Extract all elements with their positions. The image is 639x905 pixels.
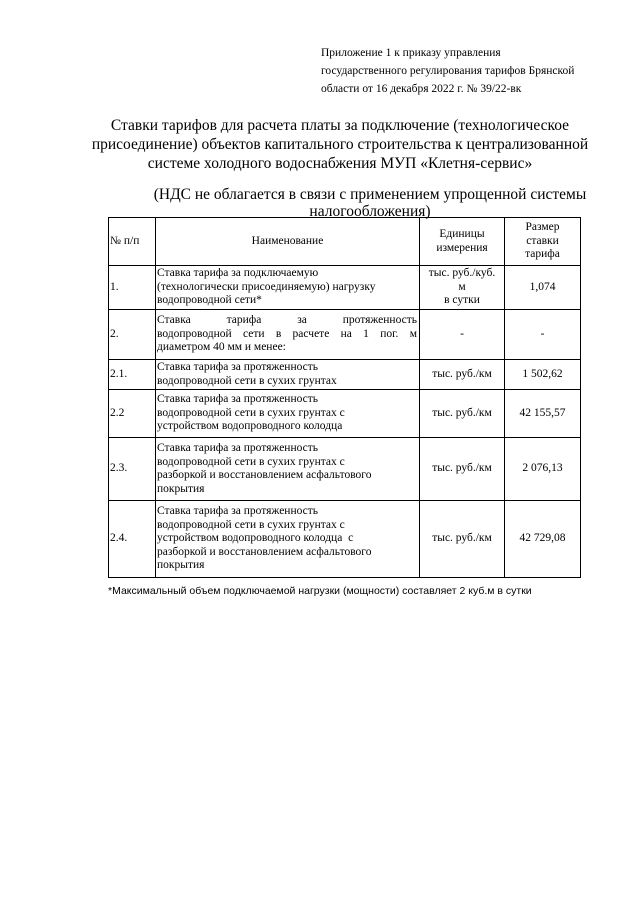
row-unit: тыс. руб./км (420, 501, 505, 578)
row-unit: тыс. руб./км (420, 360, 505, 390)
row-num: 2.3. (109, 438, 156, 501)
title-line: системе холодного водоснабжения МУП «Клетня-сервис» (147, 155, 533, 172)
footnote: *Максимальный объем подключаемой нагрузки (мощности) составляет 2 куб.м в сутки (108, 585, 532, 597)
row-value: - (505, 310, 581, 360)
row-value: 2 076,13 (505, 438, 581, 501)
row-num: 2. (109, 310, 156, 360)
row-value: 42 155,57 (505, 390, 581, 438)
row-num: 2.2 (109, 390, 156, 438)
header-name: Наименование (156, 218, 420, 266)
row-unit: тыс. руб./куб. м в сутки (420, 266, 505, 310)
tariff-table (108, 217, 581, 578)
row-name: Ставка тарифа за протяженность водопроводной сети в сухих грунтах (156, 360, 420, 390)
title-line: присоединение) объектов капитального строительства к централизованной (91, 136, 589, 153)
title-line: Ставки тарифов для расчета платы за подключение (технологическое (110, 117, 570, 134)
row-unit: - (420, 310, 505, 360)
row-num: 2.1. (109, 360, 156, 390)
appendix-line: области от 16 декабря 2022 г. № 39/22-вк (321, 83, 522, 95)
table-row (109, 438, 581, 501)
row-value: 1,074 (505, 266, 581, 310)
row-unit: тыс. руб./км (420, 390, 505, 438)
appendix-line: государственного регулирования тарифов Брянской (321, 65, 575, 77)
appendix-note (321, 44, 621, 98)
row-num: 2.4. (109, 501, 156, 578)
vat-note (80, 186, 639, 220)
row-name: Ставка тарифа за протяженность водопроводной сети в сухих грунтах с разборкой и восстановлением асфальтового покрытия (156, 438, 420, 501)
row-name: Ставка тарифа за протяженность водопроводной сети в расчете на 1 пог. м диаметром 40 мм и менее: (156, 310, 420, 360)
table-row (109, 266, 581, 310)
row-name: Ставка тарифа за подключаемую (технологически присоединяемую) нагрузку водопроводной сети* (156, 266, 420, 310)
vat-line: (НДС не облагается в связи с применением упрощенной системы (153, 186, 587, 203)
row-name: Ставка тарифа за протяженность водопроводной сети в сухих грунтах с устройством водопроводного колодца (156, 390, 420, 438)
table-row (109, 501, 581, 578)
row-num: 1. (109, 266, 156, 310)
appendix-line: Приложение 1 к приказу управления (321, 47, 501, 59)
table-row (109, 390, 581, 438)
table-row (109, 310, 581, 360)
row-value: 42 729,08 (505, 501, 581, 578)
table-header-row (109, 218, 581, 266)
table-row (109, 360, 581, 390)
header-unit: Единицы измерения (420, 218, 505, 266)
row-unit: тыс. руб./км (420, 438, 505, 501)
header-num: № п/п (109, 218, 156, 266)
row-name: Ставка тарифа за протяженность водопроводной сети в сухих грунтах с устройством водопроводного колодца с разборкой и восстановлением асфальтового покрытия (156, 501, 420, 578)
row-value: 1 502,62 (505, 360, 581, 390)
vat-line: налогообложения) (309, 203, 431, 220)
document-title (80, 116, 600, 173)
header-value: Размер ставки тарифа (505, 218, 581, 266)
